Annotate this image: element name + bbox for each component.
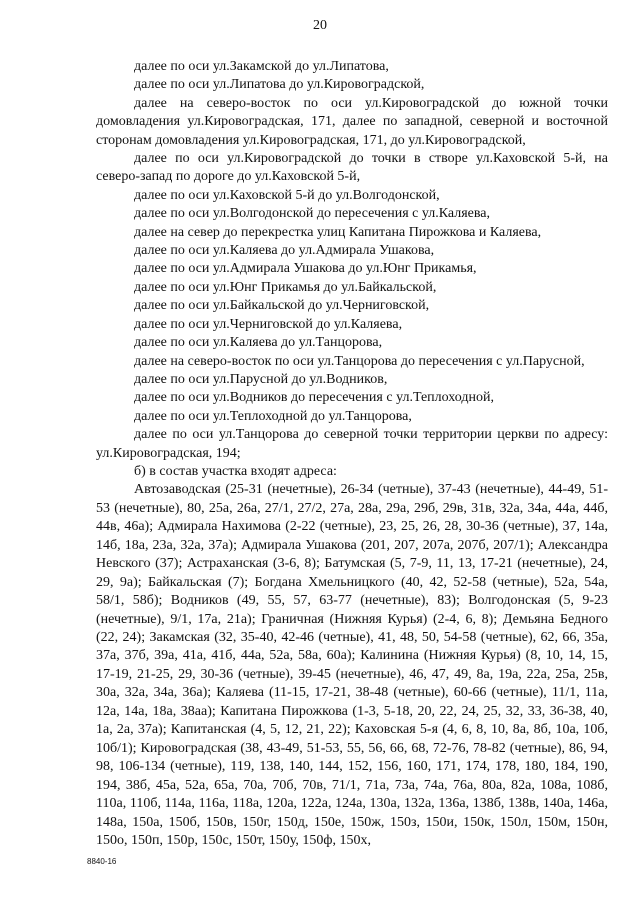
paragraph: далее по оси ул.Каляева до ул.Танцорова, xyxy=(134,335,383,351)
paragraph: далее на северо-восток по оси ул.Танцорова до пересечения с ул.Парусной, xyxy=(134,353,585,369)
paragraph: далее по оси ул.Танцорова до северной точки территории церкви по адресу: ул.Кировоградская, 194; xyxy=(96,427,608,461)
paragraph: далее по оси ул.Волгодонской до пересечения с ул.Каляева, xyxy=(134,206,491,222)
paragraph: далее по оси ул.Кировоградской до точки в створе ул.Каховской 5-й, на северо-запад по дороге до ул.Каховской 5-й, xyxy=(96,151,608,185)
paragraph: далее по оси ул.Теплоходной до ул.Танцорова, xyxy=(134,408,412,424)
paragraph: далее на северо-восток по оси ул.Кировоградской до южной точки домовладения ул.Кировоградская, 171, далее по западной, северной и восточной сторонам домовладения ул.Кировоградская, 171, до ул.Кировоградской, xyxy=(96,95,608,148)
paragraph: далее по оси ул.Юнг Прикамья до ул.Байкальской, xyxy=(134,279,437,295)
section-heading: б) в состав участка входят адреса: xyxy=(134,463,337,479)
paragraph: далее по оси ул.Парусной до ул.Водников, xyxy=(134,371,388,387)
paragraph: далее по оси ул.Водников до пересечения с ул.Теплоходной, xyxy=(134,390,494,406)
paragraph: далее по оси ул.Закамской до ул.Липатова, xyxy=(134,59,389,74)
paragraph: далее по оси ул.Байкальской до ул.Черниговской, xyxy=(134,298,430,314)
page-number: 20 xyxy=(313,18,327,33)
document-body xyxy=(96,58,608,850)
paragraph: далее по оси ул.Каляева до ул.Адмирала Ушакова, xyxy=(134,243,435,259)
address-list: Автозаводская (25-31 (нечетные), 26-34 (четные), 37-43 (нечетные), 44-49, 51-53 (нечетные), 80, 25а, 26а, 27/1, 27/2, 27а, 28а, 29а, 29б, 29в, 31в, 32а, 34а, 44а, 44б, 44в, 46а); Адмирала Нахимова (2-22 (четные), 23, 25, 26, 28, 30-36 (четные), 37, 14а, 14б, 18а, 23а, 32а, 37а); Адмирала Ушакова (201, 207, 207а, 207б, 207/1); Александра Невского (37); Астраханская (3-6, 8); Батумская (5, 7-9, 11, 13, 17-21 (нечетные), 24, 29, 9а); Байкальская (7); Богдана Хмельницкого (40, 42, 52-58 (четные), 52а, 54а, 58/1, 58б); Водников (49, 55, 57, 63-77 (нечетные), 83); Волгодонская (5, 9-23 (нечетные), 9/1, 17а, 21а); Граничная (Нижняя Курья) (2-4, 6, 8); Демьяна Бедного (22, 24); Закамская (32, 35-40, 42-46 (четные), 41, 48, 50, 54-58 (четные), 62, 66, 35а, 37а, 37б, 39а, 41а, 41б, 44а, 52а, 58а, 60а); Калинина (Нижняя Курья) (8, 10, 14, 15, 17-19, 21-25, 29, 30-36 (четные), 39-45 (нечетные), 46, 47, 49, 8а, 19а, 22а, 25а, 25в, 30а, 32а, 34а, 36а); Каляева (11-15, 17-21, 38-48 (четные), 60-66 (четные), 11/1, 11а, 12а, 14а, 18а, 38аа); Капитана Пирожкова (1-3, 5-18, 20, 22, 24, 25, 32, 33, 36-38, 40, 1а, 2а, 37а); Капитанская (4, 5, 12, 21, 22); Каховская 5-я (4, 6, 8, 10, 8а, 8б, 10а, 10б, 10б/1); Кировоградская (38, 43-49, 51-53, 55, 56, 66, 68, 72-76, 78-82 (четные), 86, 94, 98, 106-134 (четные), 119, 138, 140, 144, 152, 156, 160, 171, 174, 178, 180, 184, 190, 194, 38б, 45а, 52а, 65а, 70а, 70б, 70в, 71/1, 71а, 73а, 74а, 76а, 80а, 82а, 108а, 108б, 110а, 110б, 114а, 116а, 118а, 120а, 122а, 124а, 130а, 132а, 136а, 138б, 138в, 140а, 146а, 148а, 150а, 150б, 150в, 150г, 150д, 150е, 150ж, 150з, 150и, 150к, 150л, 150м, 150н, 150о, 150п, 150р, 150с, 150т, 150у, 150ф, 150х, xyxy=(96,482,608,848)
paragraph: далее по оси ул.Черниговской до ул.Каляева, xyxy=(134,316,403,332)
paragraph: далее по оси ул.Адмирала Ушакова до ул.Юнг Прикамья, xyxy=(134,261,477,277)
document-code: 8840-16 xyxy=(87,857,117,866)
paragraph: далее на север до перекрестка улиц Капитана Пирожкова и Каляева, xyxy=(134,224,542,240)
paragraph: далее по оси ул.Каховской 5-й до ул.Волгодонской, xyxy=(134,187,440,203)
paragraph: далее по оси ул.Липатова до ул.Кировоградской, xyxy=(134,77,425,93)
